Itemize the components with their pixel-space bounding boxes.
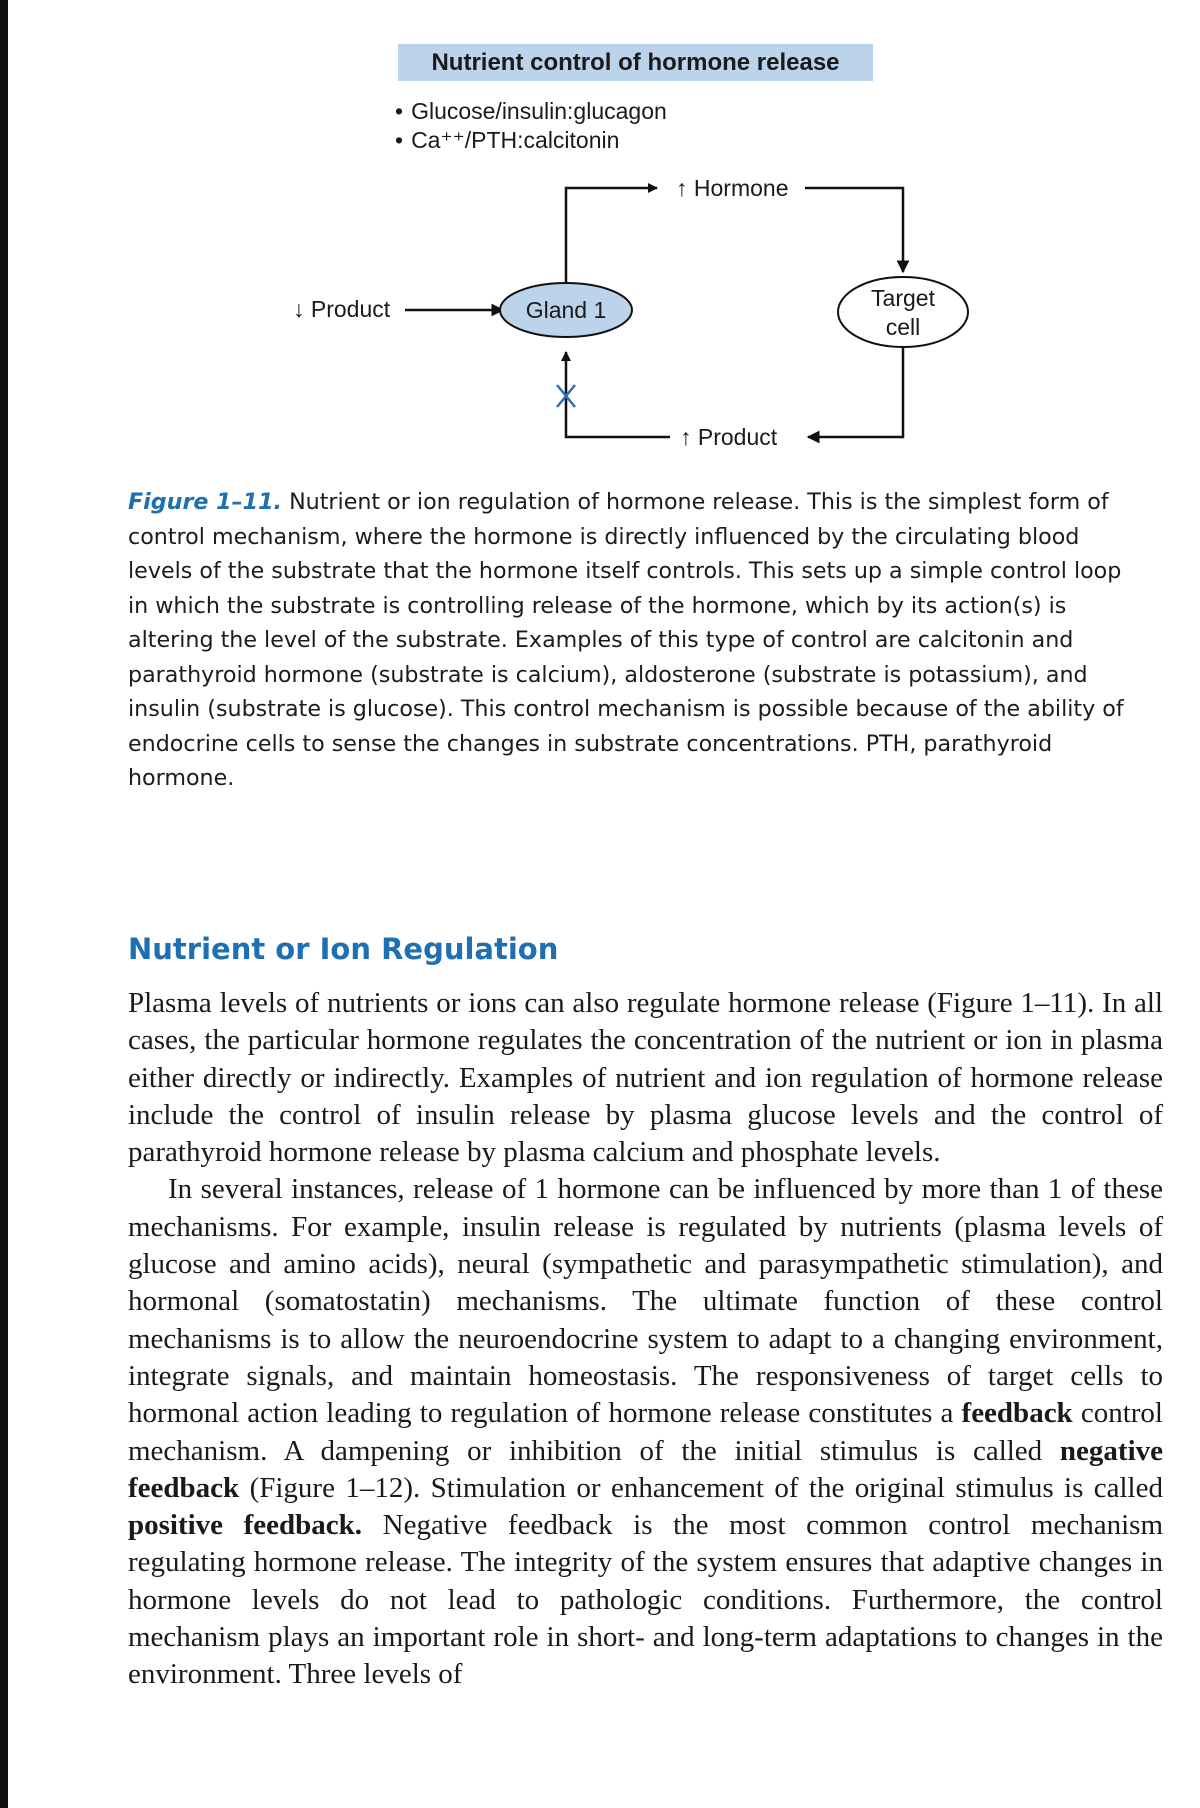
paragraph-2 (128, 1171, 1163, 1693)
target-cell-label-line2: cell (885, 314, 921, 340)
bullet-item: • Ca⁺⁺/PTH:calcitonin (395, 126, 667, 155)
product-increase-label: ↑ Product (680, 424, 778, 450)
gland-to-hormone-arrow (566, 188, 657, 283)
figure-caption-label: Figure 1–11. (128, 489, 282, 515)
figure-title: Nutrient control of hormone release (398, 44, 873, 81)
figure-caption (128, 485, 1138, 796)
figure-caption-text: Nutrient or ion regulation of hormone release. This is the simplest form of control mechanism, where the hormone is directly influenced by the circulating blood levels of the substrate that the hormone itself controls. This sets up a simple control loop in which the substrate is controlling release of the hormone, which by its action(s) is altering the level of the substrate. Examples of this type of control are calcitonin and parathyroid hormone (substrate is calcium), aldosterone (substrate is potassium), and insulin (substrate is glucose). This control mechanism is possible because of the ability of endocrine cells to sense the changes in substrate concentrations. PTH, parathyroid hormone. (128, 489, 1124, 791)
control-loop-diagram (0, 0, 1200, 470)
paragraph-2-text: Negative feedback is the most common control mechanism regulating hormone release. The integrity of the system ensures that adaptive changes in hormone levels do not lead to pathologic conditions. Furthermore, the control mechanism plays an important role in short- and long-term adaptations to changes in the environment. Three levels of (128, 1509, 1163, 1691)
target-cell-label-line1: Target (871, 285, 935, 311)
hormone-increase-label: ↑ Hormone (676, 175, 789, 201)
section-body (128, 985, 1163, 1694)
term-positive-feedback: positive feedback. (128, 1509, 363, 1542)
section-heading: Nutrient or Ion Regulation (128, 932, 559, 966)
paragraph-2-text: control mechanism. A dampening or inhibition of the initial stimulus is called (128, 1397, 1163, 1467)
gland-label: Gland 1 (525, 297, 607, 323)
term-feedback: feedback (961, 1397, 1073, 1430)
target-to-product-arrow (808, 347, 903, 437)
paragraph-2-text: (Figure 1–12). Stimulation or enhancement of the original stimulus is called (239, 1471, 1163, 1504)
bullet-item: • Glucose/insulin:glucagon (395, 97, 667, 126)
paragraph-1: Plasma levels of nutrients or ions can also regulate hormone release (Figure 1–11). In all cases, the particular hormone regulates the concentration of the nutrient or ion in plasma either directly or indirectly. Examples of nutrient and ion regulation of hormone release include the control of insulin release by plasma glucose levels and the control of parathyroid hormone release by plasma calcium and phosphate levels. (128, 987, 1163, 1169)
paragraph-2-text: In several instances, release of 1 hormone can be influenced by more than 1 of these mechanisms. For example, insulin release is regulated by nutrients (plasma levels of glucose and amino acids), neural (sympathetic and parasympathetic stimulation), and hormonal (somatostatin) mechanisms. The ultimate function of these control mechanisms is to allow the neuroendocrine system to adapt to a changing environment, integrate signals, and maintain homeostasis. The responsiveness of target cells to hormonal action leading to regulation of hormone release constitutes a (128, 1173, 1163, 1430)
product-to-gland-feedback-arrow (566, 352, 670, 437)
product-decrease-label: ↓ Product (293, 296, 391, 322)
hormone-to-target-arrow (805, 188, 903, 272)
term-negative-feedback: negative feedback (128, 1434, 1163, 1504)
